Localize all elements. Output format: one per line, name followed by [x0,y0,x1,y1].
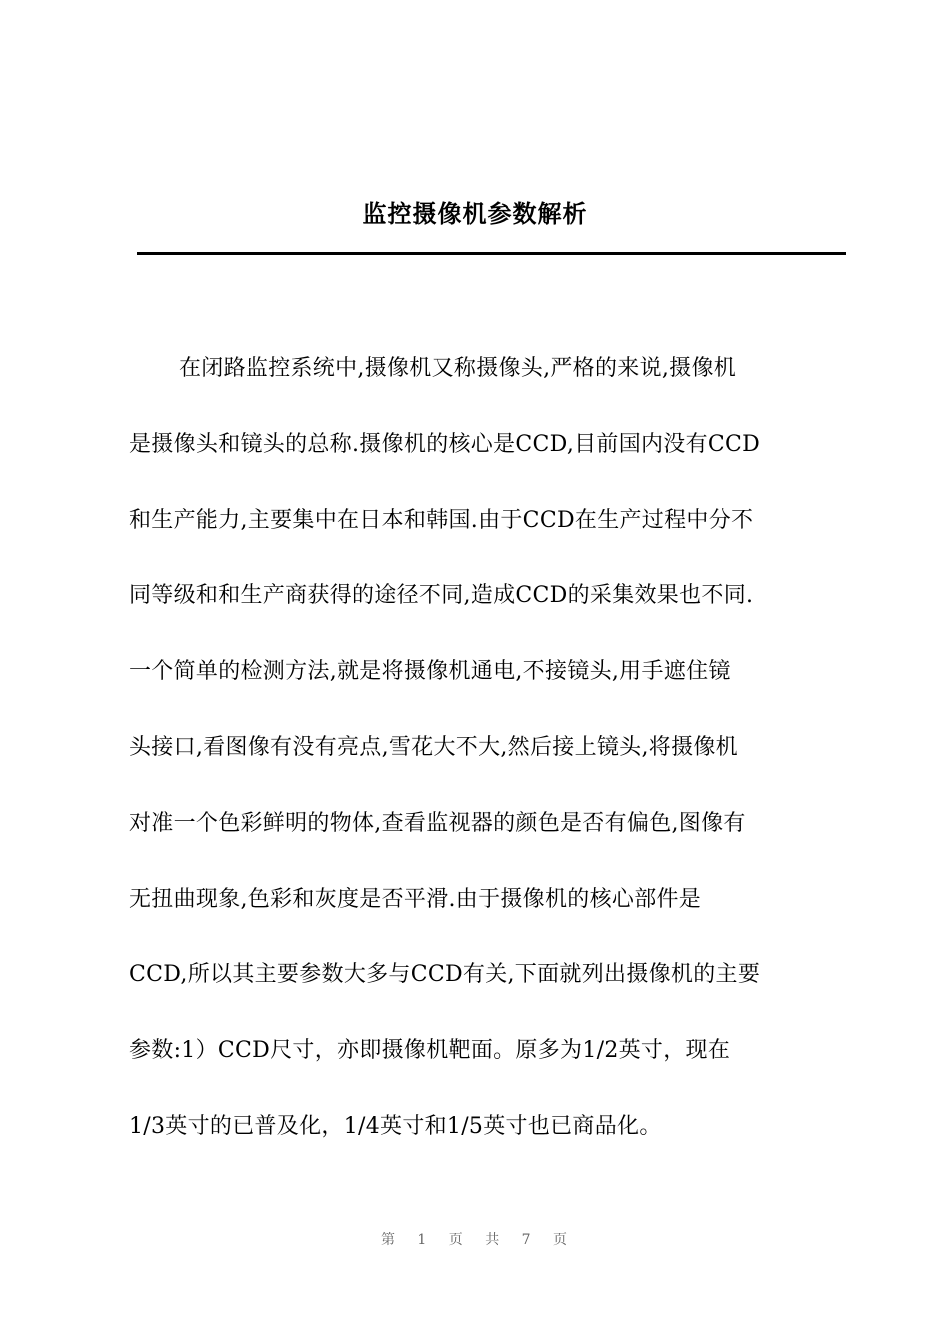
body-line: 在闭路监控系统中,摄像机又称摄像头,严格的来说,摄像机 [179,356,737,381]
body-line: 一个简单的检测方法,就是将摄像机通电,不接镜头,用手遮住镜 [129,659,731,685]
body-line: 对准一个色彩鲜明的物体,查看监视器的颜色是否有偏色,图像有 [129,810,746,836]
body-text [129,349,849,1183]
body-line: 同等级和和生产商获得的途径不同,造成CCD的采集效果也不同. [129,583,754,609]
body-line: 1/3英寸的已普及化，1/4英寸和1/5英寸也已商品化。 [129,1113,662,1139]
body-line: CCD,所以其主要参数大多与CCD有关,下面就列出摄像机的主要 [129,962,761,988]
body-line: 是摄像头和镜头的总称.摄像机的核心是CCD,目前国内没有CCD [129,431,761,457]
page-number-footer: 第 1 页 共 7 页 [380,1232,570,1248]
body-line: 无扭曲现象,色彩和灰度是否平滑.由于摄像机的核心部件是 [129,886,702,912]
body-line: 头接口,看图像有没有亮点,雪花大不大,然后接上镜头,将摄像机 [129,734,738,760]
document-title: 监控摄像机参数解析 [362,200,588,228]
body-line: 参数:1）CCD尺寸，亦即摄像机靶面。原多为1/2英寸，现在 [129,1038,731,1064]
title-underline [137,252,846,255]
body-line: 和生产能力,主要集中在日本和韩国.由于CCD在生产过程中分不 [129,507,754,533]
